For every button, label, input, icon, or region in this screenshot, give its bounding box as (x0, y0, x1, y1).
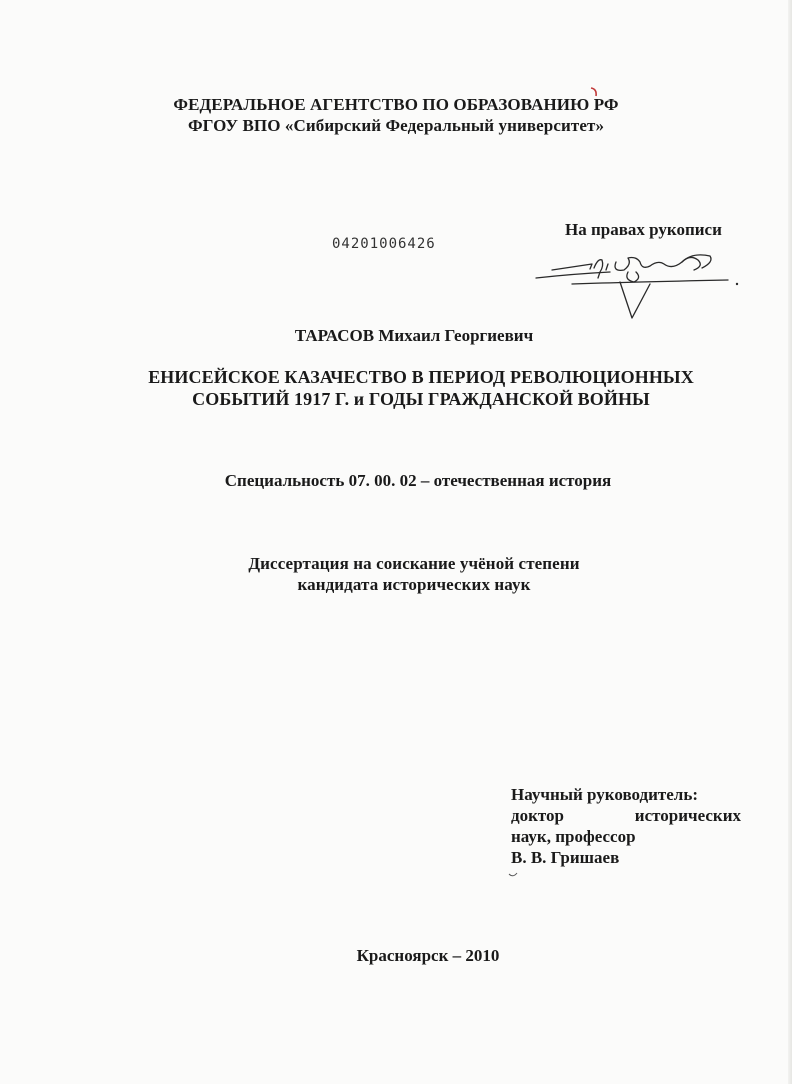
advisor-degree-right: исторических (634, 806, 741, 825)
advisor-heading: Научный руководитель: (511, 785, 698, 804)
red-pen-mark-icon (588, 86, 600, 98)
advisor-name: В. В. Гришаев (511, 848, 620, 867)
pen-tick-icon (508, 872, 518, 878)
author-name: ТАРАСОВ Михаил Георгиевич (294, 326, 534, 345)
scan-edge (788, 0, 792, 1084)
scientific-advisor-block (511, 784, 741, 868)
university-line: ФГОУ ВПО «Сибирский Федеральный университет» (187, 116, 605, 135)
specialty-line: Специальность 07. 00. 02 – отечественная история (224, 471, 612, 490)
agency-line: ФЕДЕРАЛЬНОЕ АГЕНТСТВО ПО ОБРАЗОВАНИЮ РФ (173, 95, 619, 114)
degree-line-2: кандидата исторических наук (297, 575, 531, 594)
document-number: 04201006426 (332, 236, 436, 252)
thesis-title-line-1: ЕНИСЕЙСКОЕ КАЗАЧЕСТВО В ПЕРИОД РЕВОЛЮЦИОННЫХ (148, 367, 694, 387)
advisor-degree-line (511, 805, 741, 826)
manuscript-rights-label: На правах рукописи (565, 220, 722, 239)
thesis-title-line-2: СОБЫТИЙ 1917 Г. и ГОДЫ ГРАЖДАНСКОЙ ВОЙНЫ (192, 389, 650, 409)
signature-icon (532, 248, 747, 328)
degree-line-1: Диссертация на соискание учёной степени (248, 554, 580, 573)
organization-header (0, 94, 792, 136)
advisor-degree-left: доктор (511, 806, 564, 825)
city-year: Красноярск – 2010 (356, 946, 500, 965)
advisor-title-line: наук, профессор (511, 827, 636, 846)
degree-statement (18, 553, 792, 595)
thesis-title (25, 366, 792, 410)
